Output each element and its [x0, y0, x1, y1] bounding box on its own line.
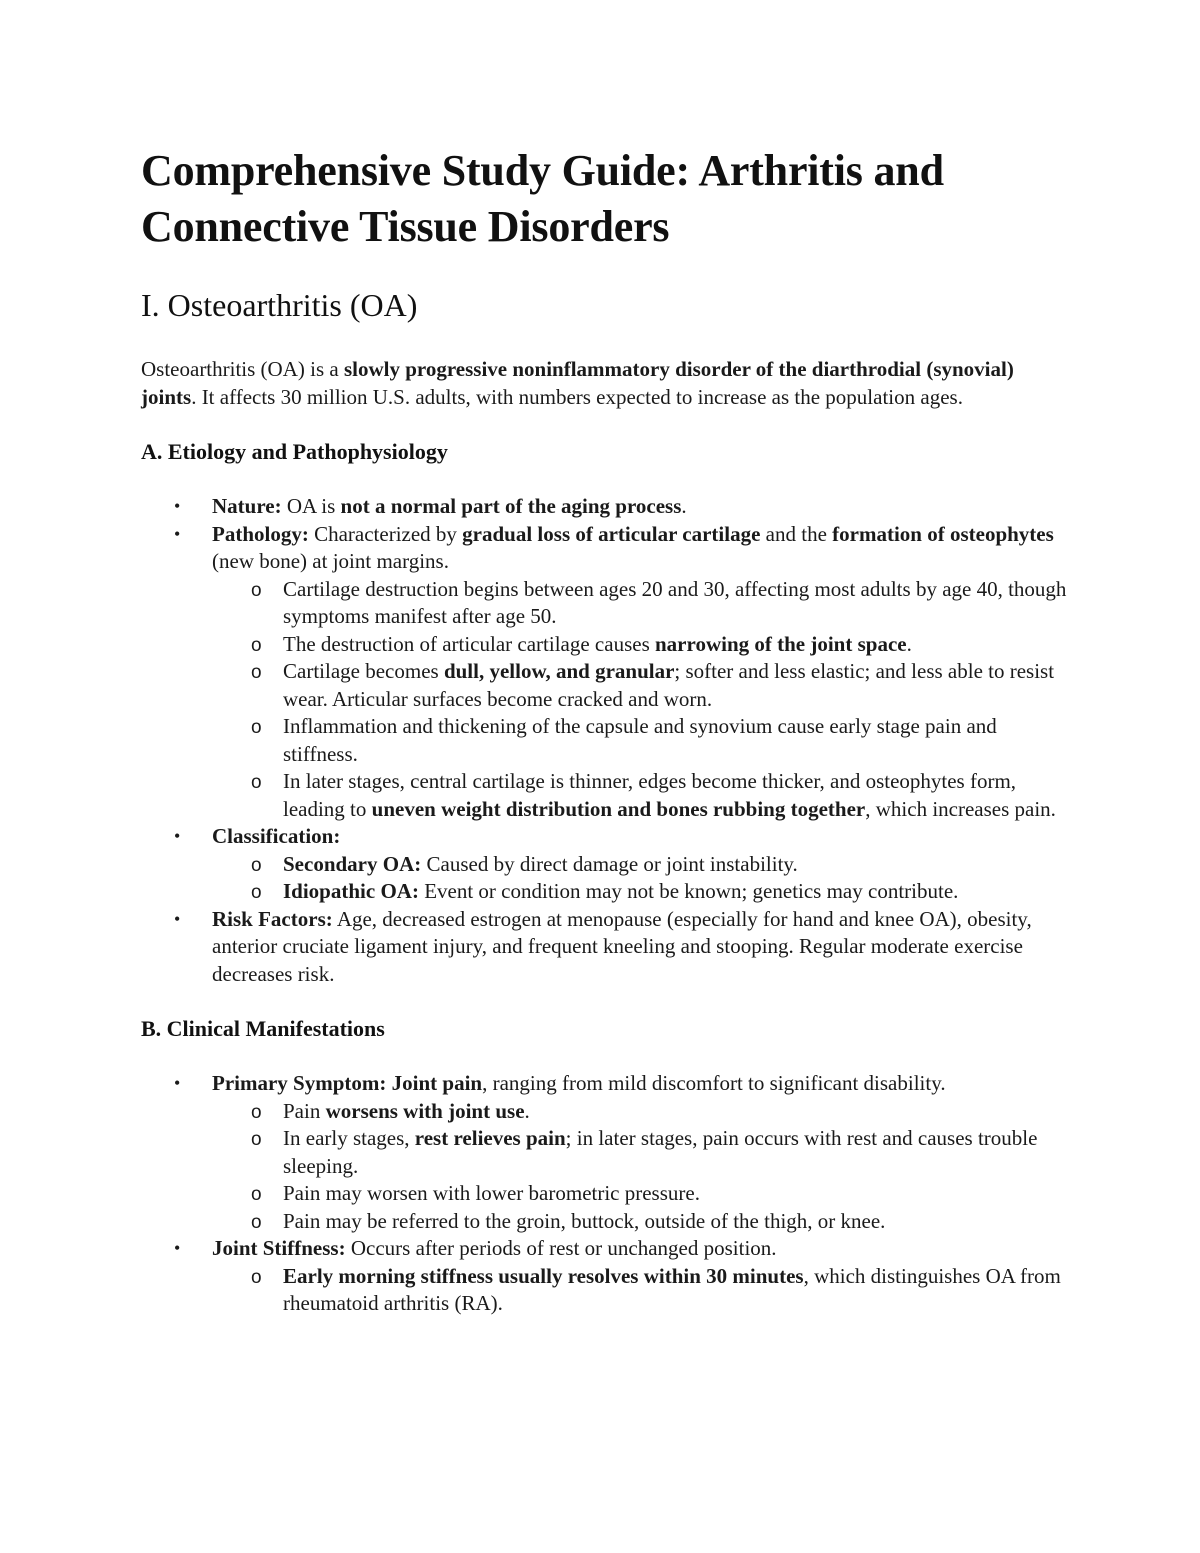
pathology-label: Pathology:	[212, 521, 309, 546]
pathology-sub-2-text-1: The destruction of articular cartilage causes	[283, 631, 655, 656]
sub-bullet-icon: o	[251, 717, 262, 738]
pathology-text-3: (new bone) at joint margins.	[212, 549, 449, 573]
bullet-icon: •	[174, 1238, 181, 1258]
subsection-heading-etiology: A. Etiology and Pathophysiology	[141, 439, 448, 464]
pathology-sub-1: Cartilage destruction begins between ages 20 and 30, affecting most adults by age 40, though symptoms manifest after age 50.	[283, 576, 1067, 628]
pathology-bold-2: formation of osteophytes	[832, 521, 1054, 546]
pathology-sub-5-bold: uneven weight distribution and bones rubbing together	[371, 796, 866, 821]
section-heading-osteoarthritis: I. Osteoarthritis (OA)	[141, 287, 418, 323]
secondary-oa-text: Caused by direct damage or joint instability.	[421, 851, 798, 876]
primary-sub-2-text-1: In early stages,	[283, 1126, 415, 1150]
sub-bullet-icon: o	[251, 662, 262, 683]
pathology-text-2: and the	[760, 521, 833, 546]
idiopathic-oa-text: Event or condition may not be known; genetics may contribute.	[418, 879, 959, 903]
primary-sub-3: Pain may worsen with lower barometric pressure.	[283, 1181, 700, 1205]
sub-bullet-icon: o	[251, 1129, 262, 1150]
sublist-item	[141, 658, 1071, 713]
intro-paragraph	[141, 356, 1071, 411]
page-title: Comprehensive Study Guide: Arthritis and Connective Tissue Disorders	[141, 146, 944, 251]
pathology-sub-2-text-2: .	[906, 631, 912, 656]
intro-bold-1: slowly progressive noninflammatory disorder of the diarthrodial (synovial) joints	[141, 357, 1014, 409]
sub-bullet-icon: o	[251, 634, 262, 656]
sub-bullet-icon: o	[251, 854, 262, 876]
bullet-icon: •	[174, 826, 181, 846]
primary-sub-2-bold: rest relieves pain	[414, 1126, 566, 1150]
primary-text-1: , ranging from mild discomfort to significant disability.	[482, 1071, 946, 1095]
sublist-item	[141, 713, 1071, 768]
classification-sublist	[212, 851, 1071, 906]
list-item-primary-symptom	[141, 1070, 1071, 1235]
stiffness-sub-1-text: , which distinguishes OA from rheumatoid arthritis (RA).	[283, 1263, 1061, 1315]
primary-sublist	[212, 1098, 1071, 1236]
list-item-risk-factors	[141, 906, 1071, 989]
classification-label: Classification:	[212, 824, 341, 848]
sublist-item	[141, 1208, 1071, 1236]
pathology-sub-5-text-1: In later stages, central cartilage is thinner, edges become thicker, and osteophytes form, leading to	[283, 769, 1017, 821]
primary-label: Primary Symptom:	[212, 1071, 387, 1095]
list-item-classification	[141, 823, 1071, 906]
nature-text-1: OA is	[281, 494, 341, 518]
sublist-item	[141, 631, 1071, 659]
pathology-sub-3-bold: dull, yellow, and granular	[443, 659, 675, 683]
sublist-item	[141, 1180, 1071, 1208]
bullet-icon: •	[174, 523, 181, 544]
sublist-item	[141, 878, 1071, 906]
sub-bullet-icon: o	[251, 1101, 262, 1123]
bullet-icon: •	[174, 908, 181, 929]
pathology-sub-2-bold: narrowing of the joint space	[655, 631, 907, 656]
intro-text-2: . It affects 30 million U.S. adults, with numbers expected to increase as the population ages.	[191, 384, 963, 409]
risk-text: Age, decreased estrogen at menopause (especially for hand and knee OA), obesity, anterior cruciate ligament injury, and frequent kneeling and stooping. Regular moderate exercise decreases risk.	[212, 906, 1032, 986]
risk-label: Risk Factors:	[212, 906, 333, 931]
sub-bullet-icon: o	[251, 1184, 262, 1205]
sub-bullet-icon: o	[251, 1266, 262, 1288]
pathology-bold-1: gradual loss of articular cartilage	[462, 521, 761, 546]
pathology-sublist	[212, 576, 1071, 824]
sublist-item	[141, 1263, 1071, 1318]
sub-bullet-icon: o	[251, 882, 262, 903]
document-content	[141, 143, 1071, 1318]
pathology-sub-3-text-2: ; softer and less elastic; and less able to resist wear. Articular surfaces become cracked and worn.	[283, 659, 1055, 711]
nature-bold-1: not a normal part of the aging process	[340, 494, 682, 518]
intro-text-1: Osteoarthritis (OA) is a	[141, 357, 344, 381]
primary-sub-1-text-2: .	[524, 1098, 530, 1123]
sub-bullet-icon: o	[251, 579, 262, 601]
secondary-oa-label: Secondary OA:	[283, 851, 422, 876]
pathology-sub-4: Inflammation and thickening of the capsule and synovium cause early stage pain and stiffness.	[283, 714, 997, 766]
etiology-list	[141, 493, 1071, 988]
primary-sub-1-text-1: Pain	[283, 1098, 326, 1123]
stiffness-text: Occurs after periods of rest or unchanged position.	[345, 1236, 777, 1260]
bullet-icon: •	[174, 496, 181, 516]
primary-sub-1-bold: worsens with joint use	[325, 1098, 525, 1123]
stiffness-sublist	[212, 1263, 1071, 1318]
bullet-icon: •	[174, 1073, 181, 1093]
nature-text-2: .	[681, 494, 687, 518]
sublist-item	[141, 851, 1071, 879]
nature-label: Nature:	[212, 494, 282, 518]
primary-sub-2-text-2: ; in later stages, pain occurs with rest and causes trouble sleeping.	[283, 1126, 1038, 1178]
sublist-item	[141, 1125, 1071, 1180]
sub-bullet-icon: o	[251, 772, 262, 793]
sublist-item	[141, 1098, 1071, 1126]
list-item-joint-stiffness	[141, 1235, 1071, 1318]
pathology-sub-3-text-1: Cartilage becomes	[283, 659, 444, 683]
pathology-text-1: Characterized by	[308, 521, 463, 546]
list-item-nature	[141, 493, 1071, 521]
pathology-sub-5-text-2: , which increases pain.	[865, 796, 1056, 821]
subsection-heading-clinical: B. Clinical Manifestations	[141, 1016, 385, 1041]
list-item-pathology	[141, 521, 1071, 824]
primary-bold-1: Joint pain	[391, 1071, 483, 1095]
stiffness-label: Joint Stiffness:	[212, 1236, 346, 1260]
sublist-item	[141, 768, 1071, 823]
sub-bullet-icon: o	[251, 1211, 262, 1233]
clinical-list	[141, 1070, 1071, 1318]
sublist-item	[141, 576, 1071, 631]
primary-sub-4: Pain may be referred to the groin, buttock, outside of the thigh, or knee.	[283, 1208, 886, 1233]
idiopathic-oa-label: Idiopathic OA:	[283, 879, 419, 903]
stiffness-sub-1-bold: Early morning stiffness usually resolves within 30 minutes	[283, 1263, 804, 1288]
